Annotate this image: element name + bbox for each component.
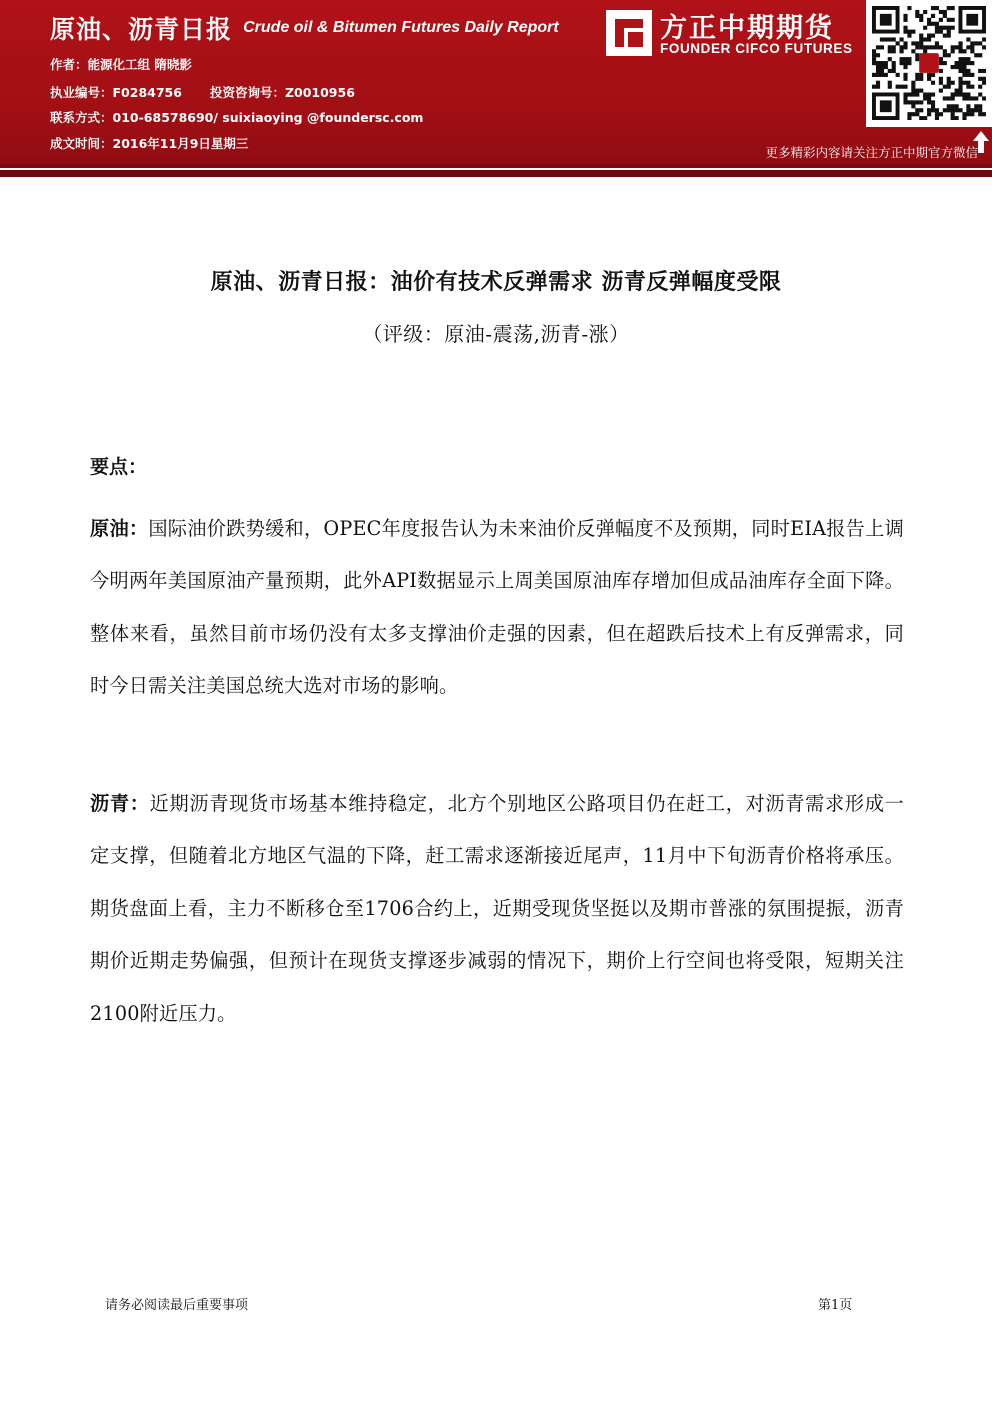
- contact-value: 010-68578690/ suixiaoying @foundersc.com: [112, 110, 424, 125]
- license-line: [50, 83, 355, 101]
- key-points-heading: 要点：: [90, 456, 148, 478]
- crude-oil-paragraph: [90, 503, 904, 713]
- crude-oil-text: 国际油价跌势缓和，OPEC年度报告认为未来油价反弹幅度不及预期，同时EIA报告上调今明两年美国原油产量预期，此外API数据显示上周美国原油库存增加但成品油库存全面下降。整体来看，虽然目前市场仍没有太多支撑油价走强的因素，但在超跌后技术上有反弹需求，同时今日需关注美国总统大选对市场的影响。: [90, 517, 904, 698]
- founder-logo-icon: [606, 10, 652, 56]
- follow-wechat-text: 更多精彩内容请关注方正中期官方微信: [765, 145, 978, 160]
- date-line: [50, 134, 248, 152]
- footer-notice: 请务必阅读最后重要事项: [105, 1298, 249, 1313]
- qr-code-icon: [872, 6, 986, 120]
- date-label: 成文时间：: [50, 136, 113, 151]
- license-label: 执业编号：: [50, 85, 113, 100]
- report-rating: （评级：原油-震荡,沥青-涨）: [362, 322, 630, 346]
- date-value: 2016年11月9日星期三: [112, 136, 249, 151]
- author-label: 作者：: [50, 57, 88, 72]
- page-number: 第1页: [818, 1298, 853, 1313]
- report-header: [0, 0, 992, 164]
- header-title-cn: 原油、沥青日报: [50, 15, 233, 44]
- author-value: 能源化工组 隋晓影: [87, 57, 192, 72]
- bitumen-paragraph: [90, 778, 904, 1040]
- header-divider-dark: [0, 170, 992, 177]
- header-title-en: Crude oil & Bitumen Futures Daily Report: [243, 19, 559, 36]
- contact-line: [50, 108, 423, 126]
- advisory-label: 投资咨询号：: [209, 85, 285, 100]
- license-value: F0284756: [112, 85, 182, 100]
- bitumen-label: 沥青：: [90, 792, 150, 815]
- wechat-qr-code[interactable]: [866, 0, 992, 127]
- contact-label: 联系方式：: [50, 110, 113, 125]
- crude-oil-label: 原油：: [90, 517, 149, 540]
- header-divider: [0, 164, 992, 168]
- advisory-value: Z0010956: [284, 85, 355, 100]
- logo-name-cn: 方正中期期货: [660, 13, 834, 44]
- report-title: 原油、沥青日报：油价有技术反弹需求 沥青反弹幅度受限: [210, 270, 782, 295]
- header-title-row: [50, 10, 559, 46]
- logo-name-en: FOUNDER CIFCO FUTURES: [660, 41, 853, 56]
- bitumen-text: 近期沥青现货市场基本维持稳定，北方个别地区公路项目仍在赶工，对沥青需求形成一定支撑，但随着北方地区气温的下降，赶工需求逐渐接近尾声，11月中下旬沥青价格将承压。期货盘面上看，主力不断移仓至1706合约上，近期受现货坚挺以及期市普涨的氛围提振，沥青期价近期走势偏强，但预计在现货支撑逐步减弱的情况下，期价上行空间也将受限，短期关注2100附近压力。: [90, 792, 904, 1025]
- author-line: [50, 55, 192, 73]
